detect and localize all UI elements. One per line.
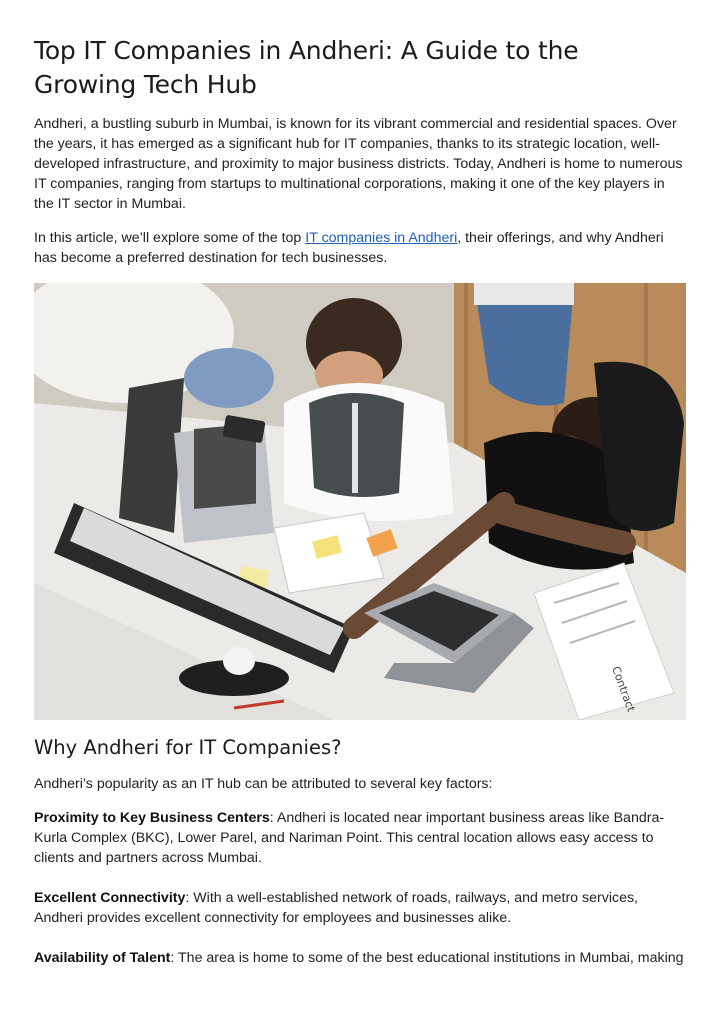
article-overview-paragraph — [34, 228, 686, 268]
hero-image — [34, 283, 686, 720]
section-heading: Why Andheri for IT Companies? — [34, 736, 342, 759]
factor-text: : The area is home to some of the best educational institutions in Mumbai, making — [170, 950, 684, 966]
section-intro: Andheri’s popularity as an IT hub can be attributed to several key factors: — [34, 776, 493, 792]
intro-paragraph: Andheri, a bustling suburb in Mumbai, is known for its vibrant commercial and residential spaces. Over the years, it has emerged as a significant hub for IT companies, thanks to its strategic location, well-developed infrastructure, and proximity to major business districts. Today, Andheri is home to numerous IT companies, ranging from startups to multinational corporations, making it one of the key players in the IT sector in Mumbai. — [34, 116, 683, 212]
factor-text: : Andheri is located near important business areas like Bandra-Kurla Complex (BKC), Lower Parel, and Nariman Point. This central location allows easy access to clients and partners across Mumbai. — [34, 810, 665, 866]
page-title: Top IT Companies in Andheri: A Guide to the Growing Tech Hub — [34, 36, 579, 99]
it-companies-link[interactable]: IT companies in Andheri — [305, 230, 458, 246]
factor-item — [34, 948, 686, 968]
factor-item — [34, 888, 686, 928]
overview-text-start: In this article, we’ll explore some of the top — [34, 230, 306, 246]
factor-title: Proximity to Key Business Centers — [34, 810, 270, 826]
contract-label: Contract — [609, 664, 638, 714]
overview-text-end: , their offerings, and why Andheri has become a preferred destination for tech businesses. — [34, 230, 664, 266]
factor-title: Excellent Connectivity — [34, 890, 186, 906]
factor-title: Availability of Talent — [34, 950, 171, 966]
factor-text: : With a well-established network of roads, railways, and metro services, Andheri provides excellent connectivity for employees and businesses alike. — [34, 890, 638, 926]
office-teamwork-illustration — [34, 283, 686, 720]
factor-item — [34, 808, 686, 868]
